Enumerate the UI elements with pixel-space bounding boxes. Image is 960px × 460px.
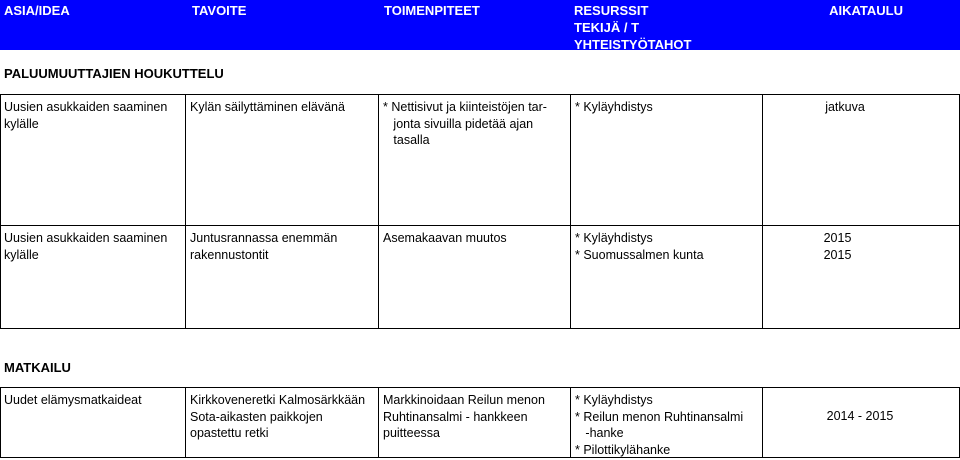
column-divider <box>0 94 1 328</box>
column-divider <box>185 94 186 328</box>
table-header <box>0 0 960 50</box>
table-row-2-idea: Uusien asukkaiden saaminen kylälle <box>4 231 168 262</box>
section-title-matkailu: MATKAILU <box>4 360 71 375</box>
table-row-1-resources: * Kyläyhdistys <box>575 100 653 114</box>
column-divider <box>762 387 763 458</box>
table-row-3-goal: Kirkkoveneretki Kalmosärkkään Sota-aikasten paikkojen opastettu retki <box>190 393 366 440</box>
column-divider <box>762 94 763 328</box>
table-row-3-action: Markkinoidaan Reilun menon Ruhtinansalmi - hankkeen puitteessa <box>383 393 545 440</box>
header-resources: RESURSSIT TEKIJÄ / T YHTEISTYÖTAHOT <box>574 3 692 52</box>
table-row-2-resources: * Kyläyhdistys * Suomussalmen kunta <box>575 231 704 262</box>
column-divider <box>185 387 186 458</box>
table-row-2-action: Asemakaavan muutos <box>383 231 507 245</box>
row-divider <box>0 457 960 458</box>
section-title-paluumuuttajat: PALUUMUUTTAJIEN HOUKUTTELU <box>4 66 224 81</box>
column-divider <box>378 94 379 328</box>
table-row-1-schedule: jatkuva <box>825 100 865 114</box>
header-actions: TOIMENPITEET <box>384 3 480 18</box>
table-row-2-goal: Juntusrannassa enemmän rakennustontit <box>190 231 338 262</box>
header-idea: ASIA/IDEA <box>4 3 70 18</box>
header-goal: TAVOITE <box>192 3 247 18</box>
table-row-1-goal: Kylän säilyttäminen elävänä <box>190 100 345 114</box>
row-divider <box>0 94 960 95</box>
table-row-1-idea: Uusien asukkaiden saaminen kylälle <box>4 100 168 131</box>
column-divider <box>570 94 571 328</box>
table-row-3-resources: * Kyläyhdistys * Reilun menon Ruhtinansalmi -hanke * Pilottikylähanke <box>575 393 744 457</box>
header-schedule: AIKATAULU <box>829 3 903 18</box>
row-divider <box>0 387 960 388</box>
row-divider <box>0 328 960 329</box>
row-divider <box>0 225 960 226</box>
table-row-3-idea: Uudet elämysmatkaideat <box>4 393 142 407</box>
table-row-1-action: * Nettisivut ja kiinteistöjen tar- jonta sivuilla pidetää ajan tasalla <box>383 100 547 147</box>
table-row-3-schedule: 2014 - 2015 <box>826 409 894 423</box>
column-divider <box>0 387 1 458</box>
column-divider <box>570 387 571 458</box>
table-row-2-schedule: 2015 2015 <box>823 231 852 262</box>
